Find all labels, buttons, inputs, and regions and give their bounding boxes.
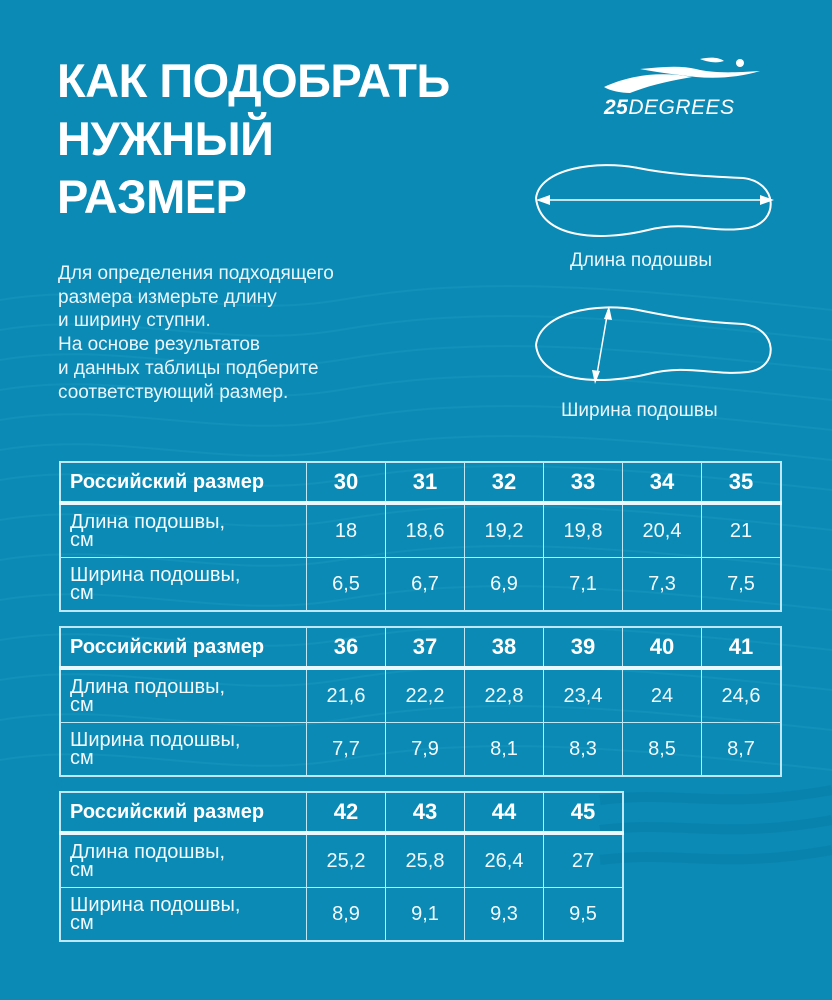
intro-line: соответствующий размер. bbox=[58, 381, 289, 403]
size-cell: 38 bbox=[465, 627, 544, 668]
size-cell: 30 bbox=[307, 462, 386, 503]
intro-line: и данных таблицы подберите bbox=[58, 357, 319, 379]
brand-name-word: DEGREES bbox=[628, 96, 735, 119]
table-row-sizes bbox=[60, 627, 781, 668]
length-label-text: Длина подошвы, bbox=[70, 511, 226, 533]
header-label: Российский размер bbox=[60, 627, 307, 668]
length-label bbox=[60, 668, 307, 723]
intro-line: На основе результатов bbox=[58, 334, 261, 356]
width-label bbox=[60, 558, 307, 612]
size-cell: 45 bbox=[544, 792, 624, 833]
unit-text: см bbox=[70, 859, 94, 881]
length-cell: 25,2 bbox=[307, 833, 386, 888]
length-cell: 19,8 bbox=[544, 503, 623, 558]
table-row-width bbox=[60, 558, 781, 612]
table-row-length bbox=[60, 503, 781, 558]
length-cell: 24 bbox=[623, 668, 702, 723]
size-cell: 43 bbox=[386, 792, 465, 833]
width-cell: 6,5 bbox=[307, 558, 386, 612]
length-cell: 22,8 bbox=[465, 668, 544, 723]
table-row-sizes bbox=[60, 462, 781, 503]
width-label-text: Ширина подошвы, bbox=[70, 729, 241, 751]
header-label: Российский размер bbox=[60, 792, 307, 833]
sole-width-diagram-icon bbox=[528, 300, 778, 390]
table-row-length bbox=[60, 668, 781, 723]
size-cell: 37 bbox=[386, 627, 465, 668]
table-row-width bbox=[60, 888, 623, 942]
title-line-2: НУЖНЫЙ bbox=[57, 112, 274, 165]
sole-length-diagram-icon bbox=[528, 150, 778, 245]
size-table-3 bbox=[59, 791, 624, 942]
width-cell: 8,9 bbox=[307, 888, 386, 942]
width-cell: 8,7 bbox=[702, 723, 782, 777]
width-cell: 9,5 bbox=[544, 888, 624, 942]
table-row-sizes bbox=[60, 792, 623, 833]
width-cell: 7,1 bbox=[544, 558, 623, 612]
page-title bbox=[57, 52, 450, 226]
width-cell: 6,9 bbox=[465, 558, 544, 612]
brand-logo-text bbox=[604, 96, 735, 120]
length-label-text: Длина подошвы, bbox=[70, 676, 226, 698]
swimmer-icon bbox=[600, 55, 770, 95]
width-label bbox=[60, 888, 307, 942]
length-cell: 19,2 bbox=[465, 503, 544, 558]
size-cell: 40 bbox=[623, 627, 702, 668]
length-cell: 20,4 bbox=[623, 503, 702, 558]
unit-text: см bbox=[70, 529, 94, 551]
length-cell: 21 bbox=[702, 503, 782, 558]
length-label bbox=[60, 503, 307, 558]
table-row-width bbox=[60, 723, 781, 777]
length-label-text: Длина подошвы, bbox=[70, 841, 226, 863]
intro-text bbox=[58, 262, 334, 404]
length-cell: 21,6 bbox=[307, 668, 386, 723]
size-cell: 35 bbox=[702, 462, 782, 503]
sole-length-caption: Длина подошвы bbox=[570, 250, 712, 271]
width-cell: 9,3 bbox=[465, 888, 544, 942]
length-cell: 24,6 bbox=[702, 668, 782, 723]
unit-text: см bbox=[70, 912, 94, 934]
title-line-3: РАЗМЕР bbox=[57, 170, 247, 223]
length-cell: 23,4 bbox=[544, 668, 623, 723]
width-cell: 6,7 bbox=[386, 558, 465, 612]
brand-name-number: 25 bbox=[604, 96, 629, 119]
width-cell: 7,7 bbox=[307, 723, 386, 777]
table-row-length bbox=[60, 833, 623, 888]
size-cell: 36 bbox=[307, 627, 386, 668]
size-cell: 32 bbox=[465, 462, 544, 503]
size-cell: 42 bbox=[307, 792, 386, 833]
unit-text: см bbox=[70, 694, 94, 716]
size-cell: 41 bbox=[702, 627, 782, 668]
width-label-text: Ширина подошвы, bbox=[70, 894, 241, 916]
intro-line: Для определения подходящего bbox=[58, 263, 334, 284]
width-cell: 8,5 bbox=[623, 723, 702, 777]
width-label bbox=[60, 723, 307, 777]
width-cell: 8,3 bbox=[544, 723, 623, 777]
sole-width-caption: Ширина подошвы bbox=[561, 400, 718, 421]
intro-line: и ширину ступни. bbox=[58, 310, 211, 332]
size-table-2 bbox=[59, 626, 782, 777]
width-cell: 7,5 bbox=[702, 558, 782, 612]
width-label-text: Ширина подошвы, bbox=[70, 564, 241, 586]
title-line-1: КАК ПОДОБРАТЬ bbox=[57, 54, 450, 107]
length-cell: 18 bbox=[307, 503, 386, 558]
width-cell: 8,1 bbox=[465, 723, 544, 777]
length-cell: 22,2 bbox=[386, 668, 465, 723]
width-cell: 9,1 bbox=[386, 888, 465, 942]
size-cell: 33 bbox=[544, 462, 623, 503]
unit-text: см bbox=[70, 582, 94, 604]
length-cell: 25,8 bbox=[386, 833, 465, 888]
size-cell: 31 bbox=[386, 462, 465, 503]
length-cell: 18,6 bbox=[386, 503, 465, 558]
unit-text: см bbox=[70, 747, 94, 769]
width-cell: 7,9 bbox=[386, 723, 465, 777]
size-cell: 39 bbox=[544, 627, 623, 668]
width-cell: 7,3 bbox=[623, 558, 702, 612]
size-cell: 44 bbox=[465, 792, 544, 833]
length-label bbox=[60, 833, 307, 888]
length-cell: 27 bbox=[544, 833, 624, 888]
length-cell: 26,4 bbox=[465, 833, 544, 888]
size-table-1 bbox=[59, 461, 782, 612]
header-label: Российский размер bbox=[60, 462, 307, 503]
size-cell: 34 bbox=[623, 462, 702, 503]
intro-line: размера измерьте длину bbox=[58, 286, 277, 308]
